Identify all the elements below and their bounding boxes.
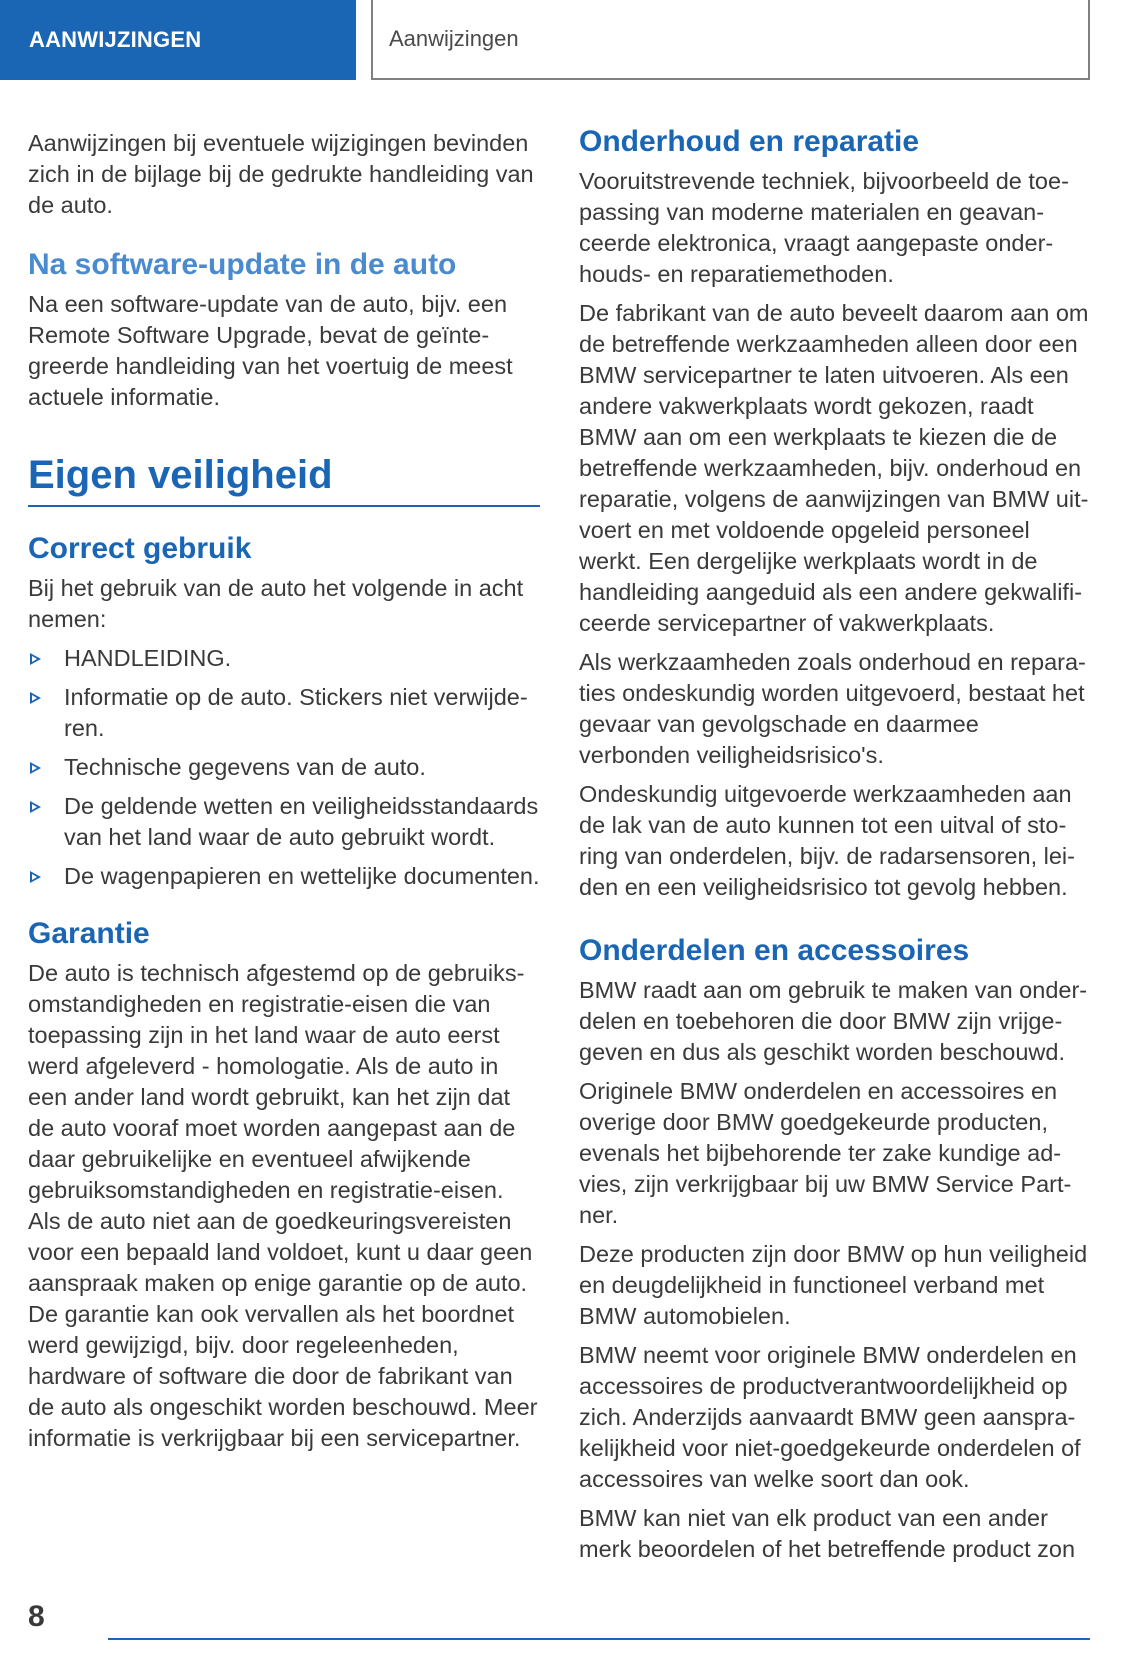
software-update-paragraph: Na een software-update van de auto, bijv. een Remote Software Upgrade, bevat de geïntegreerde handleiding van het voertuig de meest actuele informatie.	[28, 291, 513, 410]
warranty-paragraph: De auto is technisch afgestemd op de gebruiksomstandigheden en registratie-eisen die van toepassing zijn in het land waar de auto eerst werd afgeleverd - homologatie. Als de auto in een ander land wordt gebruikt, kan het zijn dat de auto vooraf moet worden aangepast aan de daar gebruikelijke en eventueel afwijkende gebruiksomstandigheden en registratie-eisen. Als de auto niet aan de goedkeuringsvereisten voor een bepaald land voldoet, kunt u daar geen aanspraak maken op enige garantie op de auto. De garantie kan ook vervallen als het boordnet werd gewijzigd, bijv. door regeleenheden, hardware of software die door de fabrikant van de auto als ongeschikt worden beschouwd. Meer informatie is verkrijgbaar bij een servicepartner.	[28, 960, 538, 1451]
intro-paragraph: Aanwijzingen bij eventuele wijzigingen bevinden zich in de bijlage bij de gedrukte handleiding van de auto.	[28, 130, 534, 218]
maintenance-paragraph: Vooruitstrevende techniek, bijvoorbeeld de toepassing van moderne materialen en geavanceerde elektronica, vraagt aangepaste onderhouds- en reparatiemethoden.	[579, 168, 1069, 287]
list-item	[28, 861, 540, 892]
triangle-bullet-icon	[30, 653, 41, 665]
parts-paragraph: BMW raadt aan om gebruik te maken van onderdelen en toebehoren die door BMW zijn vrijgegeven en dus als geschikt worden beschouwd.	[579, 977, 1088, 1065]
software-update-heading: Na software-update in de auto	[28, 248, 457, 281]
list-item-text: De wagenpapieren en wettelijke documenten.	[64, 863, 540, 889]
maintenance-paragraph: Ondeskundig uitgevoerde werkzaamheden aan de lak van de auto kunnen tot een uitval of storing van onderdelen, bijv. de radarsensoren, leiden en een veiligheidsrisico tot gevolg hebben.	[579, 781, 1075, 900]
section-tab: AANWIJZINGEN	[0, 0, 356, 80]
list-item	[28, 643, 540, 674]
list-item	[28, 752, 540, 783]
right-column	[579, 124, 1093, 1573]
footer-divider	[108, 1638, 1090, 1640]
parts-paragraph: Deze producten zijn door BMW op hun veiligheid en deugdelijkheid in functioneel verband met BMW automobielen.	[579, 1241, 1088, 1329]
list-item	[28, 682, 540, 744]
parts-paragraph: Originele BMW onderdelen en accessoires en overige door BMW goedgekeurde producten, evenals het bijbehorende ter zake kundige advies, zijn verkrijgbaar bij uw BMW Service Partner.	[579, 1078, 1072, 1228]
warranty-heading: Garantie	[28, 917, 150, 950]
triangle-bullet-icon	[30, 801, 41, 813]
maintenance-paragraph: De fabrikant van de auto beveelt daarom aan om de betreffende werkzaamheden alleen door een BMW servicepartner te laten uitvoeren. Als een andere vakwerkplaats wordt gekozen, raadt BMW aan om een werkplaats te kiezen die de betreffende werkzaamheden, bijv. onderhoud en reparatie, volgens de aanwijzingen van BMW uitvoert en met voldoende opgeleid personeel werkt. Een dergelijke werkplaats wordt in de handleiding aangeduid als een andere gekwalificeerde servicepartner of vakwerkplaats.	[579, 300, 1089, 636]
chapter-title: Aanwijzingen	[371, 0, 1090, 80]
correct-use-heading: Correct gebruik	[28, 532, 252, 565]
triangle-bullet-icon	[30, 871, 41, 883]
correct-use-intro: Bij het gebruik van de auto het volgende in acht nemen:	[28, 575, 524, 632]
list-item-text: Technische gegevens van de auto.	[64, 754, 426, 780]
maintenance-paragraph: Als werkzaamheden zoals onderhoud en reparaties ondeskundig worden uitgevoerd, bestaat het gevaar van gevolgschade en daarmee verbonden veiligheidsrisico's.	[579, 649, 1086, 768]
safety-heading: Eigen veiligheid	[28, 451, 540, 507]
parts-paragraph: BMW neemt voor originele BMW onderdelen en accessoires de productverantwoordelijkheid op zich. Anderzijds aanvaardt BMW geen aansprakelijkheid voor niet-goedgekeurde onderdelen of accessoires van welke soort dan ook.	[579, 1342, 1081, 1492]
list-item-text: Informatie op de auto. Stickers niet verwijderen.	[64, 684, 528, 741]
list-item-text: HANDLEIDING.	[64, 645, 232, 671]
correct-use-list	[28, 643, 540, 892]
list-item	[28, 791, 540, 853]
page-number: 8	[28, 1600, 45, 1633]
parts-paragraph: BMW kan niet van elk product van een ander merk beoordelen of het betreffende product zon	[579, 1505, 1076, 1562]
maintenance-heading: Onderhoud en reparatie	[579, 125, 920, 158]
triangle-bullet-icon	[30, 692, 41, 704]
list-item-text: De geldende wetten en veiligheidsstandaards van het land waar de auto gebruikt wordt.	[64, 793, 539, 850]
triangle-bullet-icon	[30, 762, 41, 774]
left-column	[28, 128, 540, 1462]
parts-heading: Onderdelen en accessoires	[579, 934, 970, 967]
